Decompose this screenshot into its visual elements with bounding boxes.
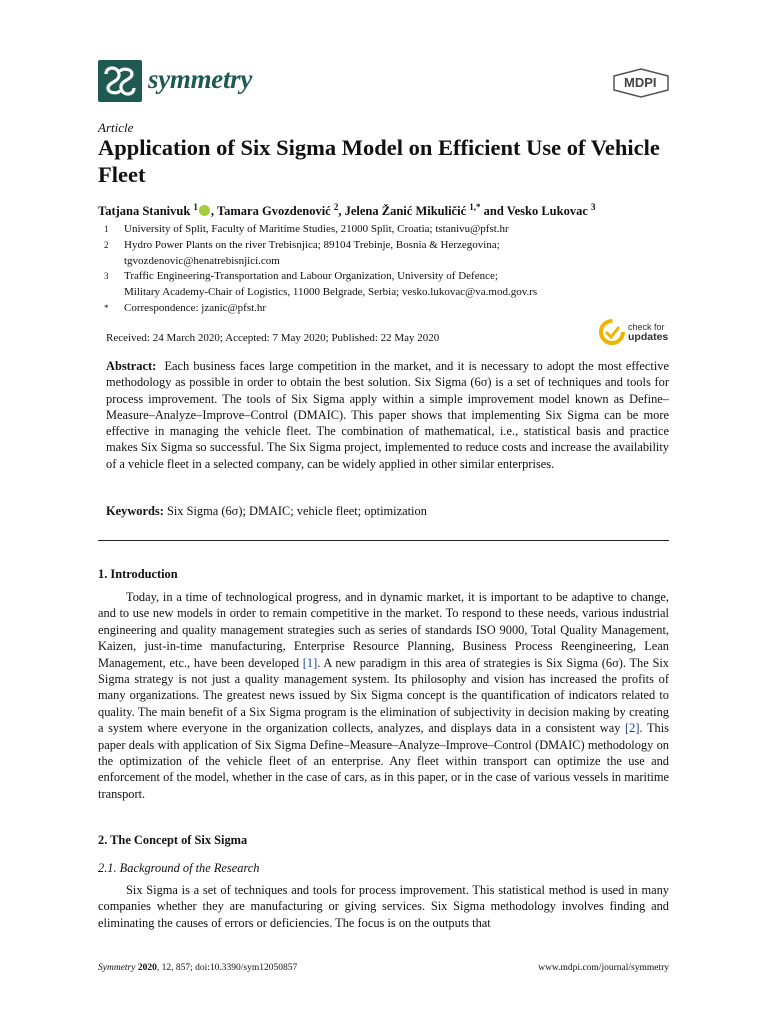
check-updates-text[interactable]: check for updates (628, 322, 669, 343)
author-list (98, 202, 596, 219)
author-affil-mark: 3 (591, 202, 596, 212)
introduction-paragraph: Today, in a time of technological progress, and in dynamic market, it is important to be adaptive to change, and to use new models in order to remain competitive in the market. To respond to these needs, various industrial engineering and quality management strategies such as series of standards ISO 9000, Total Quality Management, Kaizen, just-in-time manufacturing, Enterprise Resource Planning, Business Process Reengineering, Lean Management, etc., have been developed [1]. A new paradigm in this area of strategies is Six Sigma (6σ). The Six Sigma strategy is not just a quality management system. Its philosophy and vision has increased the profits of many organizations. The greatest news issued by Six Sigma concept is the quantification of indicators related to quality. The main benefit of a Six Sigma program is the elimination of subjectivity in decision making by creating a system where everyone in the organization collects, analyzes, and displays data in a consistent way [2]. This paper deals with application of Six Sigma Define–Measure–Analyze–Improve–Control (DMAIC) methodology on the optimization of the vehicle fleet of an enterprise. Any fleet within transport can optimize the use and enforcement of the model, whether in the case of cars, as in this paper, or in the case of various vessels in maritime transport. (98, 590, 669, 801)
keywords (106, 504, 669, 519)
affiliation-number: 2 (104, 239, 109, 250)
publication-dates: Received: 24 March 2020; Accepted: 7 May 2020; Published: 22 May 2020 (106, 332, 440, 344)
correspondence-text: Correspondence: jzanic@pfst.hr (124, 301, 267, 314)
paper-title: Application of Six Sigma Model on Efficient Use of Vehicle Fleet (98, 135, 660, 187)
citation-link[interactable]: [2] (625, 721, 640, 736)
author-and: and (480, 204, 507, 219)
concept-paragraph: Six Sigma is a set of techniques and tools for process improvement. This statistical method is used in many companies whether they are manufacturing or giving services. Six Sigma methodology involves finding and eliminating the causes of errors or deficiencies. The focus is on the outputs that (98, 883, 669, 930)
affiliation-text: University of Split, Faculty of Maritime Studies, 21000 Split, Croatia; tstanivu@pfst.hr (124, 223, 509, 235)
abstract (106, 358, 669, 472)
citation-link[interactable]: [1] (302, 655, 318, 670)
footer-url[interactable]: www.mdpi.com/journal/symmetry (538, 963, 669, 973)
affiliation-item (104, 222, 684, 238)
abstract-text: Each business faces large competition in the market, and it is necessary to adopt the most effective methodology as possible in order to obtain the best solution. Six Sigma (6σ) is a set of techniques and tools for process improvement. The tools of Six Sigma apply within a simple improvement model known as Define–Measure–Analyze–Improve–Control (DMAIC). This paper shows that implementing Six Sigma can be more effective in managing the vehicle fleet. The combination of mathematical, i.e., statistical basis and practice makes Six Sigma so successful. The Six Sigma project, implemented to reduce costs and increase the availability of a vehicle fleet in a selected company, can be widely applied in other similar enterprises. (106, 359, 669, 471)
mdpi-logo-text: MDPI (624, 75, 657, 90)
affiliation-text: Hydro Power Plants on the river Trebisnjica; 89104 Trebinje, Bosnia & Herzegovina; tgvozdenovic@henatrebisnjici.com (124, 238, 500, 267)
divider (98, 540, 669, 541)
affiliation-number: 3 (104, 271, 109, 282)
author-name: Jelena Žanić Mikuličić (344, 204, 467, 219)
author-name: Tatjana Stanivuk (98, 204, 191, 219)
author-name: Vesko Lukovac (506, 204, 588, 219)
author-separator: , (210, 204, 217, 219)
subsection-heading: 2.1. Background of the Research (98, 861, 260, 875)
affiliation-number: 1 (104, 224, 109, 234)
author-affil-mark: 1 (193, 202, 198, 212)
section-heading-introduction: 1. Introduction (98, 567, 178, 581)
symmetry-logo-icon (98, 60, 142, 102)
keywords-text: Six Sigma (6σ); DMAIC; vehicle fleet; optimization (166, 504, 427, 518)
orcid-icon[interactable] (199, 205, 210, 216)
abstract-label: Abstract: (106, 359, 157, 373)
check-updates-icon (598, 318, 626, 346)
affiliation-item (104, 238, 684, 270)
author-affil-mark: 1,* (469, 202, 481, 212)
section-heading-concept: 2. The Concept of Six Sigma (98, 833, 248, 847)
mdpi-logo (612, 68, 670, 98)
footer-citation: Symmetry 2020, 12, 857; doi:10.3390/sym12050857 (98, 963, 298, 973)
affiliation-text: Traffic Engineering-Transportation and Labour Organization, University of Defence; Military Academy-Chair of Logistics, 11000 Belgrade, Serbia; vesko.lukovac@va.mod.gov.rs (124, 270, 538, 299)
author-name: Tamara Gvozdenović (216, 204, 331, 219)
affiliation-item (104, 269, 684, 301)
author-affil-mark: 2 (333, 202, 339, 212)
correspondence (104, 301, 684, 317)
affiliations (104, 222, 684, 317)
journal-name: symmetry (148, 64, 253, 94)
article-type: Article (98, 120, 134, 135)
keywords-label: Keywords: (106, 504, 164, 518)
journal-logo (98, 60, 142, 102)
author-separator: , (338, 204, 345, 219)
affiliation-number: * (104, 302, 109, 313)
